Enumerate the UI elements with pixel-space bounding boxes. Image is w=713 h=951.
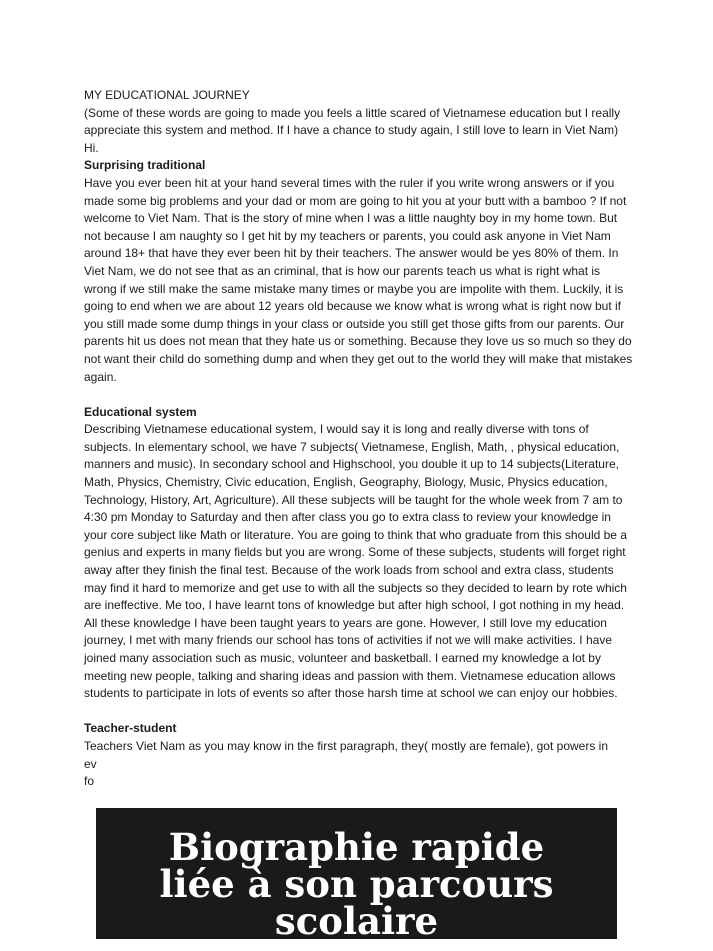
banner-line: liée à son parcours — [159, 862, 554, 906]
document-greeting: Hi. — [84, 140, 99, 155]
document-title: MY EDUCATIONAL JOURNEY — [84, 88, 250, 102]
section-body-teacher-student: Teachers Viet Nam as you may know in the first paragraph, they( mostly are female), got powers in — [84, 738, 609, 753]
document-page — [84, 87, 636, 791]
text-fragment: ev — [84, 756, 97, 771]
caption-banner — [96, 808, 617, 939]
banner-line: scolaire — [274, 899, 439, 939]
paragraph-gap — [84, 703, 636, 721]
document-intro: (Some of these words are going to made you feels a little scared of Vietnamese education but I really appreciate this system and method. If I have a chance to study again, I still love to learn in Viet Nam) — [84, 105, 621, 138]
section-heading-teacher-student: Teacher-student — [84, 721, 177, 736]
text-fragment: fo — [84, 774, 95, 789]
banner-line: Biographie rapide — [168, 825, 545, 869]
paragraph-gap — [84, 386, 636, 404]
section-body-educational-system: Describing Vietnamese educational system, I would say it is long and really diverse with tons of subjects. In elementary school, we have 7 subjects( Vietnamese, English, Math, , physical education, manners and music). In secondary school and Highschool, you double it up to 14 subjects(Literature, Math, Physics, Chemistry, Civic education, English, Geography, Biology, Music, Physics education, Technology, History, Art, Agriculture). All these subjects will be taught for the whole week from 7 am to 4:30 pm Monday to Saturday and then after class you go to extra class to review your knowledge in your core subject like Math or literature. You are going to think that who graduate from this should be a genius and experts in many fields but you are wrong. Some of these subjects, students will forget right away after they finish the final test. Because of the work loads from school and extra class, students may find it hard to memorize and get use to with all the subjects so they decided to learn by rote which are ineffective. Me too, I have learnt tons of knowledge but after high school, I got nothing in my head. All these knowledge I have been taught years to years are gone. However, I still love my education journey, I met with many friends our school has tons of activities if not we will make activities. I have joined many association such as music, volunteer and basketball. I earned my knowledge a lot by meeting new people, talking and sharing ideas and passion with them. Vietnamese education allows students to participate in lots of events so after those harsh time at school we can enjoy our hobbies. — [84, 422, 627, 701]
section-heading-educational-system: Educational system — [84, 404, 197, 419]
section-body-traditional: Have you ever been hit at your hand several times with the ruler if you write wrong answers or if you made some big problems and your dad or mom are going to hit you at your butt with a bamboo ? If not welcome to Viet Nam. That is the story of mine when I was a little naughty boy in my home town. But not because I am naughty so I get hit by my teachers or parents, you could ask anyone in Viet Nam around 18+ that have they ever been hit by their teachers. The answer would be yes 80% of them. In Viet Nam, we do not see that as an criminal, that is how our parents teach us what is right what is wrong if we still make the same mistake many times or maybe you are impolite with them. Luckily, it is going to end when we are about 12 years old because we know what is wrong what is right now but if you still made some dump things in your class or outside you still get those gifts from our parents. Our parents hit us does not mean that they hate us or something. Because they love us so much so they do not want their child do something dump and when they get out to the world they will make that mistakes again. — [84, 175, 633, 384]
section-heading-traditional: Surprising traditional — [84, 158, 206, 173]
